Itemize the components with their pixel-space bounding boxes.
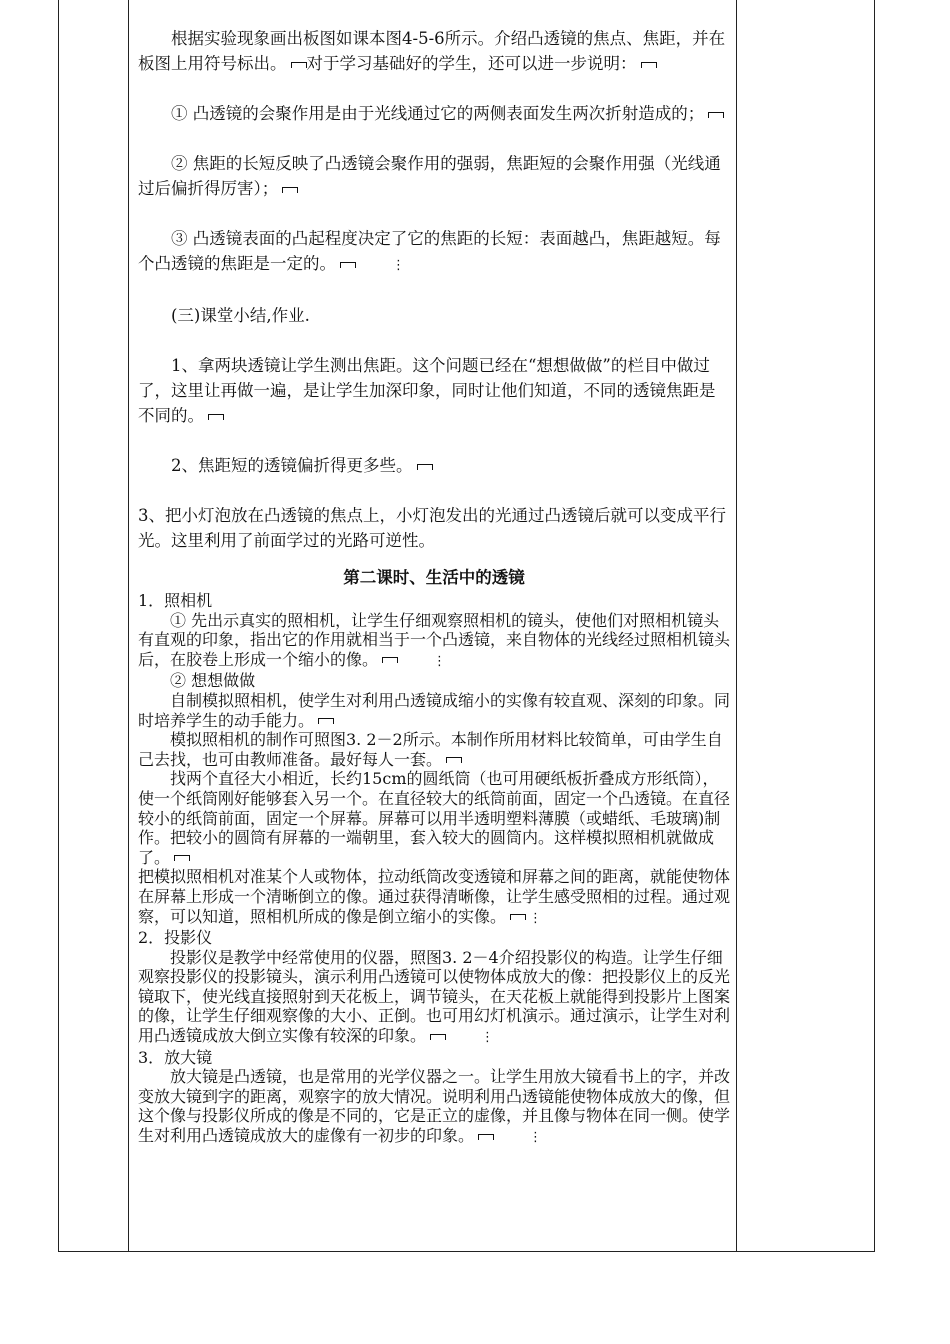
lesson-content-cell <box>138 26 730 1148</box>
camera-heading: 1．照相机 <box>138 591 213 610</box>
lesson1-text-1: 根据实验现象画出板图如课本图4-5-6所示。介绍凸透镜的焦点、焦距，并在板图上用符号标出。 <box>138 29 726 73</box>
camera-paragraph-3: 自制模拟照相机，使学生对利用凸透镜成缩小的实像有较直观、深刻的印象。同时培养学生的动手能力。 <box>138 690 731 730</box>
dots-mark-icon: ⋮ <box>392 258 405 273</box>
lesson1-item-2: 2、焦距短的透镜偏折得更多些。 <box>138 453 730 478</box>
paragraph-mark-icon <box>641 62 657 68</box>
lesson1-text-1b: 对于学习基础好的学生，还可以进一步说明： <box>306 54 637 73</box>
paragraph-mark-icon <box>478 1134 494 1140</box>
dots-mark-icon: ⋮ <box>481 1030 495 1046</box>
paragraph-mark-icon <box>417 464 433 470</box>
paragraph-mark-icon <box>430 1034 446 1040</box>
paragraph-mark-icon <box>318 718 334 724</box>
paragraph-mark-icon <box>174 855 190 861</box>
lesson1-point-1: ① 凸透镜的会聚作用是由于光线通过它的两侧表面发生两次折射造成的； <box>138 101 730 126</box>
camera-paragraph-5: 找两个直径大小相近，长约15cm的圆纸筒（也可用硬纸板折叠成方形纸筒），使一个纸筒刚好能够套入另一个。在直径较大的纸筒前面，固定一个凸透镜。在直径较小的纸筒前面，固定一个屏幕。屏幕可以用半透明塑料薄膜（或蜡纸、毛玻璃)制作。把较小的圆筒有屏幕的一端朝里，套入较大的圆筒内。这样模拟照相机就做成了。 <box>138 769 731 867</box>
paragraph-mark-icon <box>708 112 724 118</box>
camera-paragraph-4: 模拟照相机的制作可照图3. 2－2所示。本制作所用材料比较简单，可由学生自己去找，也可由教师准备。最好每人一套。 <box>138 730 723 769</box>
lesson1-summary: (三)课堂小结,作业. <box>171 306 310 325</box>
camera-paragraph-1: ① 先出示真实的照相机，让学生仔细观察照相机的镜头，使他们对照相机镜头有直观的印象，指出它的作用就相当于一个凸透镜，来自物体的光线经过照相机镜头后，在胶卷上形成一个缩小的像。 ⋮ <box>138 611 730 672</box>
lesson1-item-1: 1、拿两块透镜让学生测出焦距。这个问题已经在“想想做做”的栏目中做过了，这里让再做一遍，是让学生加深印象，同时让他们知道，不同的透镜焦距是不同的。 <box>138 356 716 425</box>
paragraph-mark-icon <box>208 414 224 420</box>
paragraph-mark-icon <box>446 757 462 763</box>
lesson1-point-3: ③ 凸透镜表面的凸起程度决定了它的焦距的长短：表面越凸，焦距越短。每个凸透镜的焦距是一定的。 ⋮ <box>138 226 730 278</box>
paragraph-mark-icon <box>291 62 307 68</box>
lesson1-point-2: ② 焦距的长短反映了凸透镜会聚作用的强弱，焦距短的会聚作用强（光线通过后偏折得厉害）； <box>138 154 721 198</box>
magnifier-heading: 3．放大镜 <box>138 1047 213 1067</box>
lesson2-title: 第二课时、生活中的透镜 <box>343 568 525 587</box>
projector-heading: 2．投影仪 <box>138 928 213 948</box>
magnifier-paragraph-1: 放大镜是凸透镜，也是常用的光学仪器之一。让学生用放大镜看书上的字，并改变放大镜到字的距离，观察字的放大情况。说明利用凸透镜能使物体成放大的像，但这个像与投影仪所成的像是不同的，它是正立的虚像，并且像与物体在同一侧。使学生对利用凸透镜成放大的虚像有一初步的印象。 ⋮ <box>138 1067 730 1147</box>
paragraph-mark-icon <box>340 262 356 268</box>
table-column-divider-1 <box>128 0 129 1252</box>
camera-paragraph-6: 把模拟照相机对准某个人或物体，拉动纸筒改变透镜和屏幕之间的距离，就能使物体在屏幕上形成一个清晰倒立的像。通过获得清晰像，让学生感受照相的过程。通过观察，可以知道，照相机所成的像是倒立缩小的实像。 ⋮ <box>138 867 730 928</box>
camera-paragraph-2: ② 想想做做 <box>170 671 256 691</box>
dots-mark-icon: ⋮ <box>433 653 447 669</box>
table-column-divider-2 <box>736 0 737 1252</box>
paragraph-mark-icon <box>510 914 526 920</box>
dots-mark-icon: ⋮ <box>529 910 543 926</box>
paragraph-mark-icon <box>282 187 298 193</box>
paragraph-mark-icon <box>382 657 398 663</box>
lesson1-paragraph <box>138 26 730 76</box>
projector-paragraph-1: 投影仪是教学中经常使用的仪器，照图3. 2－4介绍投影仪的构造。让学生仔细观察投影仪的投影镜头，演示利用凸透镜可以使物体成放大的像：把投影仪上的反光镜取下，使光线直接照射到天花板上，调节镜头，在天花板上就能得到投影片上图案的像，让学生仔细观察像的大小、正倒。也可用幻灯机演示。通过演示，让学生对利用凸透镜成放大倒立实像有较深的印象。 ⋮ <box>138 948 730 1048</box>
dots-mark-icon: ⋮ <box>529 1130 543 1146</box>
lesson1-item-3: 3、把小灯泡放在凸透镜的焦点上，小灯泡发出的光通过凸透镜后就可以变成平行光。这里利用了前面学过的光路可逆性。 <box>138 506 726 550</box>
